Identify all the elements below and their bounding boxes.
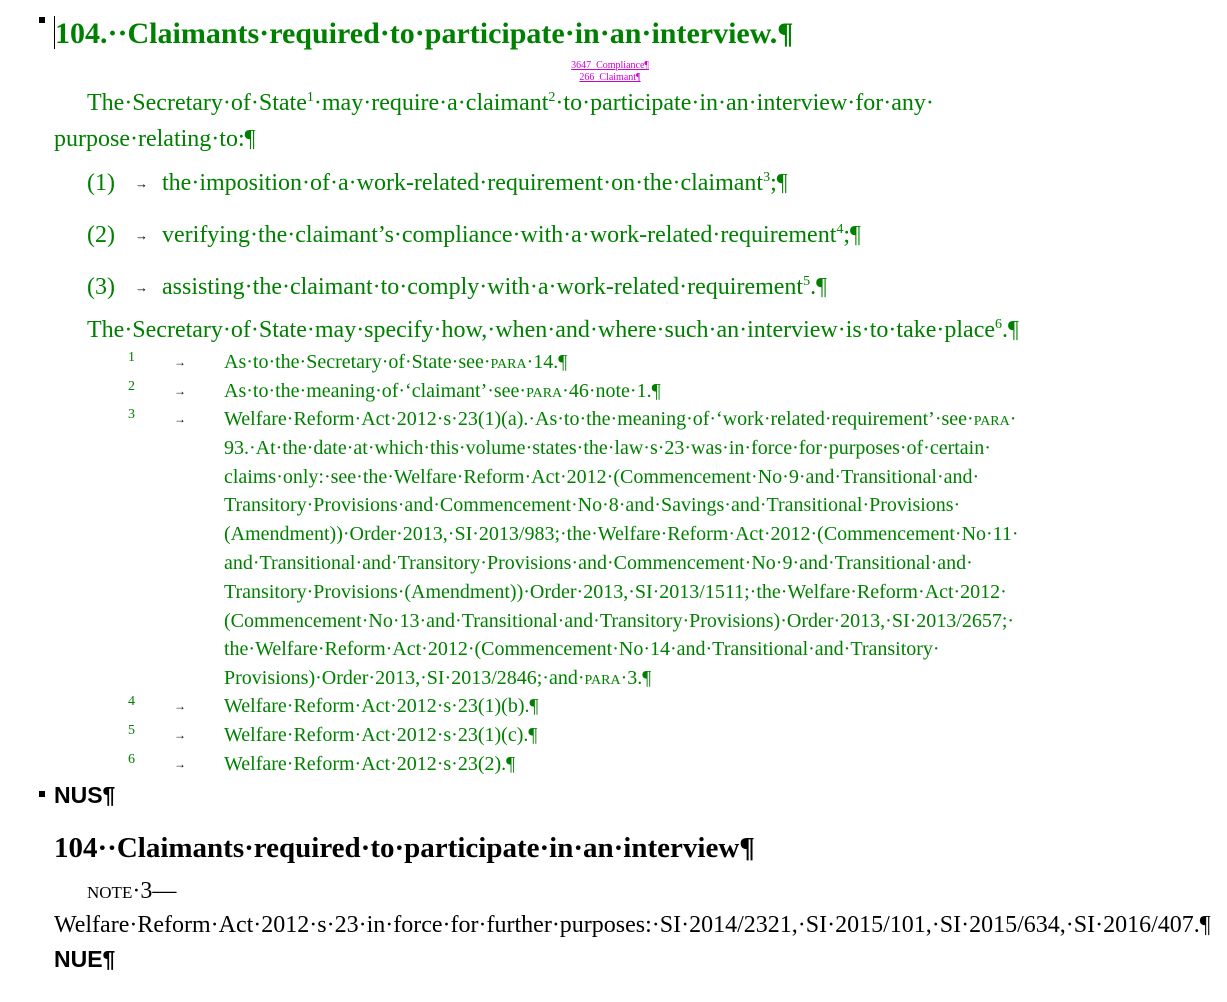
paragraph-mark-bullet (39, 17, 45, 23)
footnote-ref[interactable]: 4 (836, 222, 844, 237)
index-tags[interactable] (545, 60, 675, 84)
footnote-number: 1 (128, 350, 135, 365)
footnote-number: 5 (128, 723, 135, 738)
tab-arrow-icon: → (174, 699, 186, 713)
update-note[interactable] (54, 874, 1211, 942)
item-text: assisting·the·claimant·to·comply·with·a·work-related·requirement$^5$.¶ (162, 274, 827, 300)
item-number: (2) (87, 222, 115, 248)
intro-paragraph[interactable] (87, 86, 934, 120)
closing-text: The·Secretary·of·State·may·specify·how,·when·and·where·such·an·interview·is·to·take·place (87, 317, 995, 343)
note-text: ·3—Welfare·Reform·Act·2012·s·23·in·force·for·further·purposes:·SI·2014/2321,·SI·2015/101,·SI·2015/634,·SI·2016/407.¶ (54, 878, 1211, 938)
footnote-number: 4 (128, 694, 135, 709)
footnote-text: Welfare·Reform·Act·2012·s·23(1)(a).·As·to·the·meaning·of·‘work·related·requirement’·see·para· 93.·At·the·date·at·which·this·volume·states·the·law·s·23·was·in·force·for·purposes·of·certain· claims·only:·see·the·Welfare·Reform·Act·2012·(Commencement·No·9·and·Transitional·and· Transitory·Provisions·and·Commencement·No·8·and·Savings·and·Transitional·Provisions· (Amendment))·Order·2013,·SI·2013/983;·the·Welfare·Reform·Act·2012·(Commencement·No·11· and·Transitional·and·Transitory·Provisions·and·Commencement·No·9·and·Transitional·and· Transitory·Provisions·(Amendment))·Order·2013,·SI·2013/1511;·the·Welfare·Reform·Act·2012· (Commencement·No·13·and·Transitional·and·Transitory·Provisions)·Order·2013,·SI·2013/2657;· the·Welfare·Reform·Act·2012·(Commencement·No·14·and·Transitional·and·Transitory· Provisions)·Order·2013,·SI·2013/2846;·and·para·3.¶ (224, 408, 1019, 690)
intro-paragraph-line2[interactable]: purpose·relating·to:¶ (54, 126, 256, 152)
footnote-ref[interactable]: 3 (763, 170, 771, 185)
paragraph-mark-bullet (39, 791, 45, 797)
footnote-ref[interactable]: 5 (803, 274, 811, 289)
item-text: verifying·the·claimant’s·compliance·with·a·work-related·requirement$^4$;¶ (162, 222, 861, 248)
index-tag[interactable]: 3647_Compliance¶ (571, 60, 649, 71)
closing-paragraph[interactable]: The·Secretary·of·State·may·specify·how,·when·and·where·such·an·interview·is·to·take·place$^6$.¶ (87, 317, 1019, 343)
footnote-number: 3 (128, 407, 135, 422)
footnote-number: 2 (128, 379, 135, 394)
intro-text: ·may·require·a·claimant (313, 90, 549, 116)
nue-marker[interactable]: NUE¶ (54, 946, 116, 972)
tab-arrow-icon: → (135, 176, 148, 191)
item-number: (3) (87, 274, 115, 300)
intro-text: The·Secretary·of·State (87, 90, 307, 116)
note-label: note (87, 878, 133, 904)
footnote-text: As·to·the·Secretary·of·State·see·para·14.¶ (224, 351, 568, 373)
tab-arrow-icon: → (135, 228, 148, 243)
intro-text: ·to·participate·in·an·interview·for·any· (555, 90, 934, 116)
item-text: the·imposition·of·a·work-related·requirement·on·the·claimant$^3$;¶ (162, 170, 788, 196)
tab-arrow-icon: → (174, 412, 186, 426)
nus-marker[interactable]: NUS¶ (54, 782, 116, 808)
footnote-ref[interactable]: 2 (548, 90, 556, 105)
tab-arrow-icon: → (174, 355, 186, 369)
tab-arrow-icon: → (174, 384, 186, 398)
footnote-ref[interactable]: 1 (306, 90, 314, 105)
update-heading[interactable]: 104··Claimants·required·to·participate·in·an·interview¶ (54, 832, 755, 864)
footnote-text: Welfare·Reform·Act·2012·s·23(1)(c).¶ (224, 724, 538, 746)
footnote-text: Welfare·Reform·Act·2012·s·23(1)(b).¶ (224, 695, 539, 717)
footnote-number: 6 (128, 752, 135, 767)
tab-arrow-icon: → (174, 728, 186, 742)
footnote-ref[interactable]: 6 (995, 317, 1002, 332)
footnote-text: As·to·the·meaning·of·‘claimant’·see·para·46·note·1.¶ (224, 380, 661, 402)
footnote-text: Welfare·Reform·Act·2012·s·23(2).¶ (224, 753, 516, 775)
tab-arrow-icon: → (135, 280, 148, 295)
item-number: (1) (87, 170, 115, 196)
index-tag[interactable]: 266_Claimant¶ (579, 72, 641, 83)
section-heading[interactable]: 104.··Claimants·required·to·participate·in·an·interview.¶ (55, 17, 794, 50)
tab-arrow-icon: → (174, 757, 186, 771)
